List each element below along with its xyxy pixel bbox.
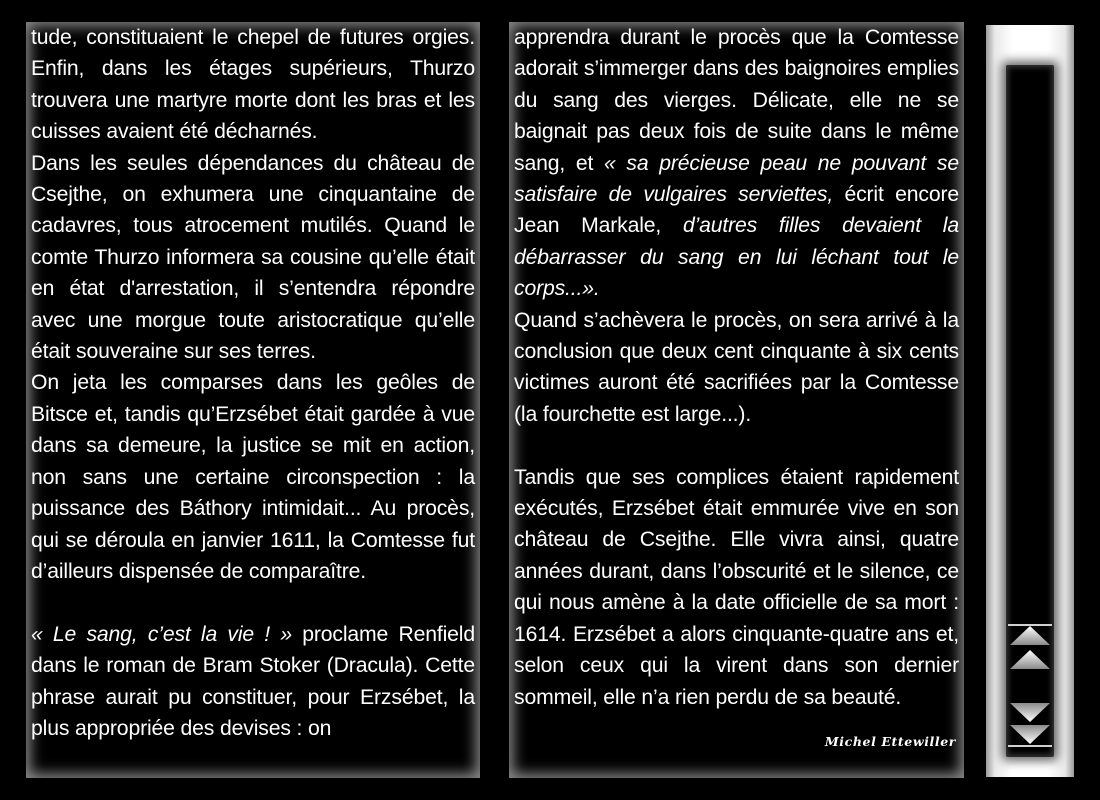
double-chevron-up-icon — [1006, 623, 1054, 649]
scroll-bottom-button[interactable] — [1006, 723, 1054, 749]
paragraph: tude, constituaient le chepel de futures orgies. Enfin, dans les étages supérieurs, Thurzo trouvera une martyre morte dont les bras et les cuisses avaient été décharnés. — [31, 26, 475, 144]
paragraph-text: apprendra durant le procès que la Comtesse adorait s’immerger dans des baignoires emplies du sang des vierges. Délicate, elle ne se baignait pas deux fois de suite dans le même sang, et — [514, 26, 959, 175]
scroll-up-button[interactable] — [1006, 647, 1054, 673]
right-text-column — [509, 22, 964, 778]
right-column-text — [514, 22, 959, 713]
scroll-track — [1006, 65, 1054, 757]
paragraph — [514, 22, 959, 305]
chevron-up-icon — [1006, 647, 1054, 673]
paragraph: Dans les seules dépendances du château de Csejthe, on exhumera une cinquantaine de cadavres, tous atrocement mutilés. Quand le comte Thurzo informera sa cousine qu’elle était en état d'arrestation, il s’entendra répondre avec une morgue toute aristocratique qu’elle était souveraine sur ses terres. — [31, 151, 475, 364]
paragraph-spacer — [31, 587, 475, 618]
paragraph: On jeta les comparses dans les geôles de Bitsce et, tandis qu’Erzsébet était gardée à vue dans sa demeure, la justice se mit en action, non sans une certaine circonspection : la puissance des Báthory intimidait... Au procès, qui se déroula en janvier 1611, la Comtesse fut d’ailleurs dispensée de comparaître. — [31, 371, 475, 583]
quote-text: « Le sang, c’est la vie ! » — [31, 622, 292, 646]
left-column-text — [31, 22, 475, 744]
chevron-down-icon — [1006, 699, 1054, 725]
quote-text: « sa précieuse peau ne pouvant se satisfaire de vulgaires serviettes, — [514, 151, 959, 207]
paragraph-text: écrit encore Jean Markale, — [514, 183, 959, 238]
paragraph: Tandis que ses complices étaient rapidement exécutés, Erzsébet était emmurée vive en son château de Csejthe. Elle vivra ainsi, quatre années durant, dans l’obscurité et le silence, ce qui nous amène à la date officielle de sa mort : 1614. Erzsébet a alors cinquante-quatre ans et, selon ceux qui la virent dans son dernier sommeil, elle n’a rien perdu de sa beauté. — [514, 465, 959, 709]
scroll-top-button[interactable] — [1006, 623, 1054, 649]
paragraph: Quand s’achèvera le procès, on sera arrivé à la conclusion que deux cent cinquante à six cents victimes auront été sacrifiées par la Comtesse (la fourchette est large...). — [514, 308, 959, 426]
quote-continuation: proclame Renfield dans le roman de Bram Stoker (Dracula). Cette phrase aurait pu constituer, pour Erzsébet, la plus appropriée des devises : on — [31, 622, 475, 740]
scroll-down-button[interactable] — [1006, 699, 1054, 725]
quote-paragraph — [31, 619, 475, 745]
scroll-control — [986, 25, 1074, 777]
left-text-column — [26, 22, 480, 778]
paragraph-spacer — [514, 430, 959, 461]
quote-text: d’autres filles devaient la débarrasser du sang en lui léchant tout le corps...». — [514, 214, 959, 301]
double-chevron-down-icon — [1006, 723, 1054, 749]
author-signature: Michel Ettewiller — [824, 734, 956, 749]
